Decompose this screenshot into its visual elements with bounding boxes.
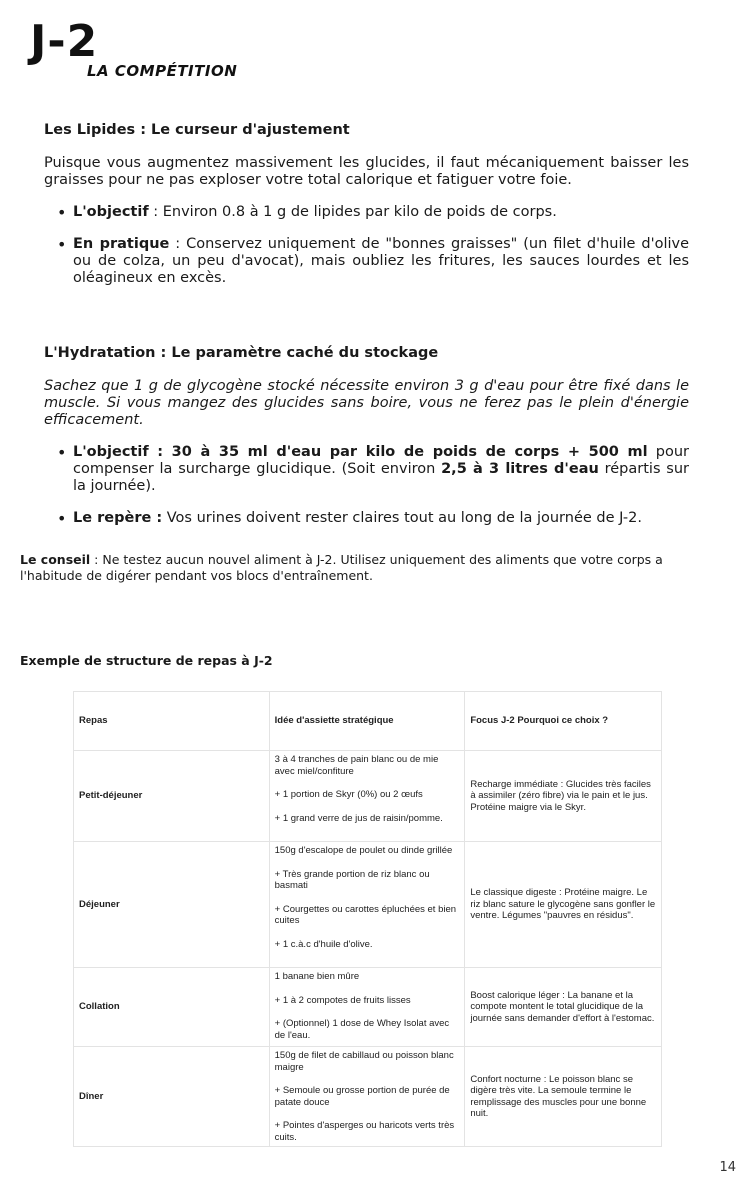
- lipids-section: [44, 120, 689, 287]
- meal-focus: Boost calorique léger : La banane et la compote montent le total glucidique de la journée sans demander d'effort à l'estomac.: [465, 968, 662, 1047]
- page-number: 14: [719, 1160, 736, 1175]
- page-title: J-2: [30, 16, 99, 67]
- table-row: [74, 842, 662, 968]
- lipids-bullets: [44, 204, 689, 287]
- meal-name: Dîner: [74, 1047, 270, 1147]
- table-row: [74, 1047, 662, 1147]
- meal-name: Petit-déjeuner: [74, 751, 270, 842]
- list-item: • Le repère : Vos urines doivent rester claires tout au long de la journée de J-2.: [57, 509, 642, 528]
- hydration-title: L'Hydratation : Le paramètre caché du stockage: [44, 345, 439, 361]
- table-row: [74, 751, 662, 842]
- column-header: Idée d'assiette stratégique: [269, 692, 465, 751]
- meal-table: [73, 691, 662, 1147]
- page-subtitle: LA COMPÉTITION: [87, 62, 238, 80]
- meal-idea: 150g d'escalope de poulet ou dinde grillée + Très grande portion de riz blanc ou basmati + Courgettes ou carottes épluchées et bien cuites + 1 c.à.c d'huile d'olive.: [269, 842, 465, 968]
- table-row: [74, 968, 662, 1047]
- meal-focus: Recharge immédiate : Glucides très faciles à assimiler (zéro fibre) via le pain et le jus. Protéine maigre via le Skyr.: [465, 751, 662, 842]
- list-item: • L'objectif : Environ 0.8 à 1 g de lipides par kilo de poids de corps.: [57, 203, 557, 222]
- table-title: Exemple de structure de repas à J-2: [20, 653, 273, 668]
- bullet-dot-icon: •: [57, 443, 67, 462]
- column-header: Focus J-2 Pourquoi ce choix ?: [465, 692, 662, 751]
- meal-idea: 150g de filet de cabillaud ou poisson blanc maigre + Semoule ou grosse portion de purée de patate douce + Pointes d'asperges ou haricots verts très cuits.: [269, 1047, 465, 1147]
- bullet-dot-icon: •: [57, 509, 67, 528]
- table-header-row: [74, 692, 662, 751]
- advice-note: Le conseil : Ne testez aucun nouvel aliment à J-2. Utilisez uniquement des aliments que votre corps a l'habitude de digérer pendant vos blocs d'entraînement.: [20, 552, 663, 583]
- meal-name: Déjeuner: [74, 842, 270, 968]
- meal-focus: Confort nocturne : Le poisson blanc se digère très vite. La semoule termine le remplissage des muscles pour une bonne nuit.: [465, 1047, 662, 1147]
- list-item: • En pratique : Conservez uniquement de "bonnes graisses" (un filet d'huile d'olive ou de colza, un peu d'avocat), mais oubliez les fritures, les sauces lourdes et les oléagineux en excès.: [57, 235, 690, 286]
- column-header: Repas: [74, 692, 270, 751]
- lipids-intro: Puisque vous augmentez massivement les glucides, il faut mécaniquement baisser les graisses pour ne pas exploser votre total calorique et fatiguer votre foie.: [44, 155, 689, 188]
- lipids-title: Les Lipides : Le curseur d'ajustement: [44, 122, 350, 138]
- hydration-bullets: [44, 444, 689, 527]
- list-item: • L'objectif : 30 à 35 ml d'eau par kilo de poids de corps + 500 ml pour compenser la surcharge glucidique. (Soit environ 2,5 à 3 litres d'eau répartis sur la journée).: [57, 443, 690, 494]
- meal-idea: 3 à 4 tranches de pain blanc ou de mie avec miel/confiture + 1 portion de Skyr (0%) ou 2 œufs + 1 grand verre de jus de raisin/pomme.: [269, 751, 465, 842]
- bullet-dot-icon: •: [57, 203, 67, 222]
- meal-name: Collation: [74, 968, 270, 1047]
- meal-idea: 1 banane bien mûre + 1 à 2 compotes de fruits lisses + (Optionnel) 1 dose de Whey Isolat avec de l'eau.: [269, 968, 465, 1047]
- meal-focus: Le classique digeste : Protéine maigre. Le riz blanc sature le glycogène sans gonfler le ventre. Légumes "pauvres en résidus".: [465, 842, 662, 968]
- hydration-section: [44, 343, 689, 527]
- hydration-intro: Sachez que 1 g de glycogène stocké nécessite environ 3 g d'eau pour être fixé dans le muscle. Si vous mangez des glucides sans boire, vous ne ferez pas le plein d'énergie efficacement.: [44, 378, 689, 428]
- bullet-dot-icon: •: [57, 235, 67, 254]
